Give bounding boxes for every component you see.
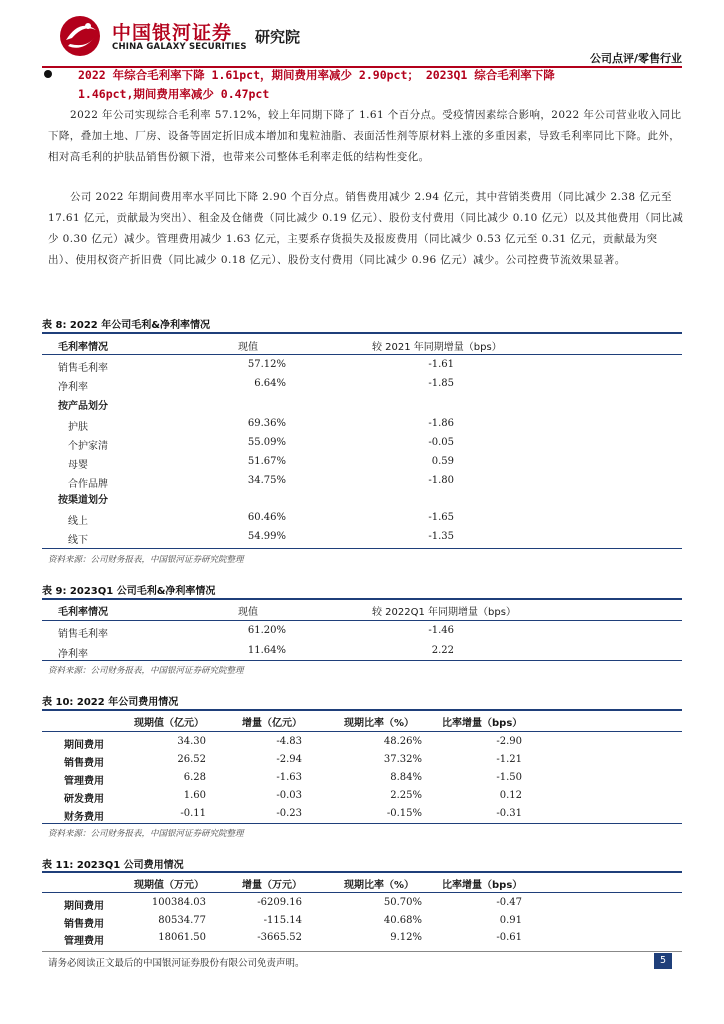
table8-group-product: 按产品划分 — [58, 401, 108, 412]
table11-header-col1: 现期值（万元） — [134, 880, 204, 891]
table-row: 管理费用 18061.50 -3665.52 9.12% -0.61 — [64, 932, 522, 947]
table9-header-col2: 现值 — [238, 607, 258, 618]
table8-header-col2: 现值 — [238, 342, 258, 353]
institute-label: 研究院 — [255, 28, 301, 46]
table-row: 线下 54.99% -1.35 — [68, 531, 454, 546]
table-row: 净利率 6.64% -1.85 — [58, 378, 454, 393]
table8-source: 资料来源：公司财务报表，中国银河证券研究院整理 — [48, 555, 244, 565]
table11-header-rule — [42, 892, 682, 893]
table-row: 期间费用 34.30 -4.83 48.26% -2.90 — [64, 736, 522, 751]
table9-bottom-rule — [42, 660, 682, 661]
paragraph-gross-margin: 2022 年公司实现综合毛利率 57.12%，较上年同期下降了 1.61 个百分点。受疫情因素综合影响，2022 年公司营业收入同比下降，叠加土地、厂房、设备等固定折旧成本增加和鬼粒油脂、表面活性剂等原材料上涨的多重因素，导致毛利率同比下降。此外，相对高毛利的护肤品销售份额下滑，也带来公司整体毛利率走低的结构性变化。 — [48, 109, 682, 163]
table10-header-col2: 增量（亿元） — [242, 718, 302, 729]
table9-header-col1: 毛利率情况 — [58, 607, 108, 618]
table8-header-row — [42, 335, 682, 355]
table-row: 净利率 11.64% 2.22 — [58, 645, 454, 660]
table8-header-col1: 毛利率情况 — [58, 342, 108, 353]
table8-top-rule — [42, 332, 682, 334]
table11-header-row — [42, 873, 682, 893]
table10-header-row — [42, 711, 682, 731]
table-row: 线上 60.46% -1.65 — [68, 512, 454, 527]
table10-source: 资料来源：公司财务报表，中国银河证券研究院整理 — [48, 829, 244, 839]
report-type-label: 公司点评/零售行业 — [589, 52, 682, 65]
table-row: 母婴 51.67% 0.59 — [68, 456, 454, 471]
table10-header-col1: 现期值（亿元） — [134, 718, 204, 729]
table11-header-col3: 现期比率（%） — [344, 880, 415, 891]
table10-header-col3: 现期比率（%） — [344, 718, 415, 729]
table10-bottom-rule — [42, 823, 682, 824]
table9-header-rule — [42, 620, 682, 621]
table-row: 管理费用 6.28 -1.63 8.84% -1.50 — [64, 772, 522, 787]
table8-bottom-rule — [42, 548, 682, 549]
table-row: 个护家清 55.09% -0.05 — [68, 437, 454, 452]
table9-header-col3: 较 2022Q1 年同期增量（bps） — [372, 607, 516, 618]
footer-disclaimer: 请务必阅读正文最后的中国银河证券股份有限公司免责声明。 — [48, 958, 305, 969]
page-number: 5 — [654, 953, 672, 969]
table-row: 销售毛利率 61.20% -1.46 — [58, 625, 454, 640]
table8-caption: 表 8: 2022 年公司毛利&净利率情况 — [42, 320, 210, 331]
table9-source: 资料来源：公司财务报表，中国银河证券研究院整理 — [48, 666, 244, 676]
galaxy-logo-icon — [58, 14, 102, 58]
page-header — [0, 0, 724, 66]
table-row: 财务费用 -0.11 -0.23 -0.15% -0.31 — [64, 808, 522, 823]
footer-divider — [42, 951, 682, 952]
section-heading: 2022 年综合毛利率下降 1.61pct，期间费用率减少 2.90pct； 2023Q1 综合毛利率下降 1.46pct,期间费用率减少 0.47pct — [78, 68, 555, 101]
table-row: 研发费用 1.60 -0.03 2.25% 0.12 — [64, 790, 522, 805]
table11-header-col2: 增量（万元） — [242, 880, 302, 891]
table10-caption: 表 10: 2022 年公司费用情况 — [42, 697, 179, 708]
paragraph-expense-ratio: 公司 2022 年期间费用率水平同比下降 2.90 个百分点。销售费用减少 2.94 亿元，其中营销类费用（同比减少 2.38 亿元至 17.61 亿元，贡献最为突出）、租金及仓储费（同比减少 0.19 亿元）、股份支付费用（同比减少 0.10 亿元）以及其他费用（同比减少 0.30 亿元）减少。管理费用减少 1.63 亿元，主要系存货损失及报废费用（同比减少 0.53 亿元至 0.31 亿元，贡献最为突出）、使用权资产折旧费（同比减少 0.18 亿元）、股份支付费用（同比减少 0.96 亿元）减少。公司控费节流效果显著。 — [48, 191, 684, 266]
table-row: 期间费用 100384.03 -6209.16 50.70% -0.47 — [64, 897, 522, 912]
table8-header-col3: 较 2021 年同期增量（bps） — [372, 342, 502, 353]
table-row: 销售费用 26.52 -2.94 37.32% -1.21 — [64, 754, 522, 769]
table-row: 合作品牌 34.75% -1.80 — [68, 475, 454, 490]
table8-header-rule — [42, 354, 682, 355]
table10-header-rule — [42, 731, 682, 732]
table11-header-col4: 比率增量（bps） — [442, 880, 523, 891]
table-row: 护肤 69.36% -1.86 — [68, 418, 454, 433]
table-row: 销售毛利率 57.12% -1.61 — [58, 359, 454, 374]
table11-caption: 表 11: 2023Q1 公司费用情况 — [42, 860, 184, 871]
table-row: 销售费用 80534.77 -115.14 40.68% 0.91 — [64, 915, 522, 930]
bullet-icon — [44, 70, 52, 78]
table8-group-channel: 按渠道划分 — [58, 495, 108, 506]
table10-header-col4: 比率增量（bps） — [442, 718, 523, 729]
table9-caption: 表 9: 2023Q1 公司毛利&净利率情况 — [42, 586, 216, 597]
logo-chinese-name: 中国银河证券 — [112, 22, 233, 44]
logo-english-name: CHINA GALAXY SECURITIES — [112, 42, 247, 52]
table9-header-row — [42, 600, 682, 620]
